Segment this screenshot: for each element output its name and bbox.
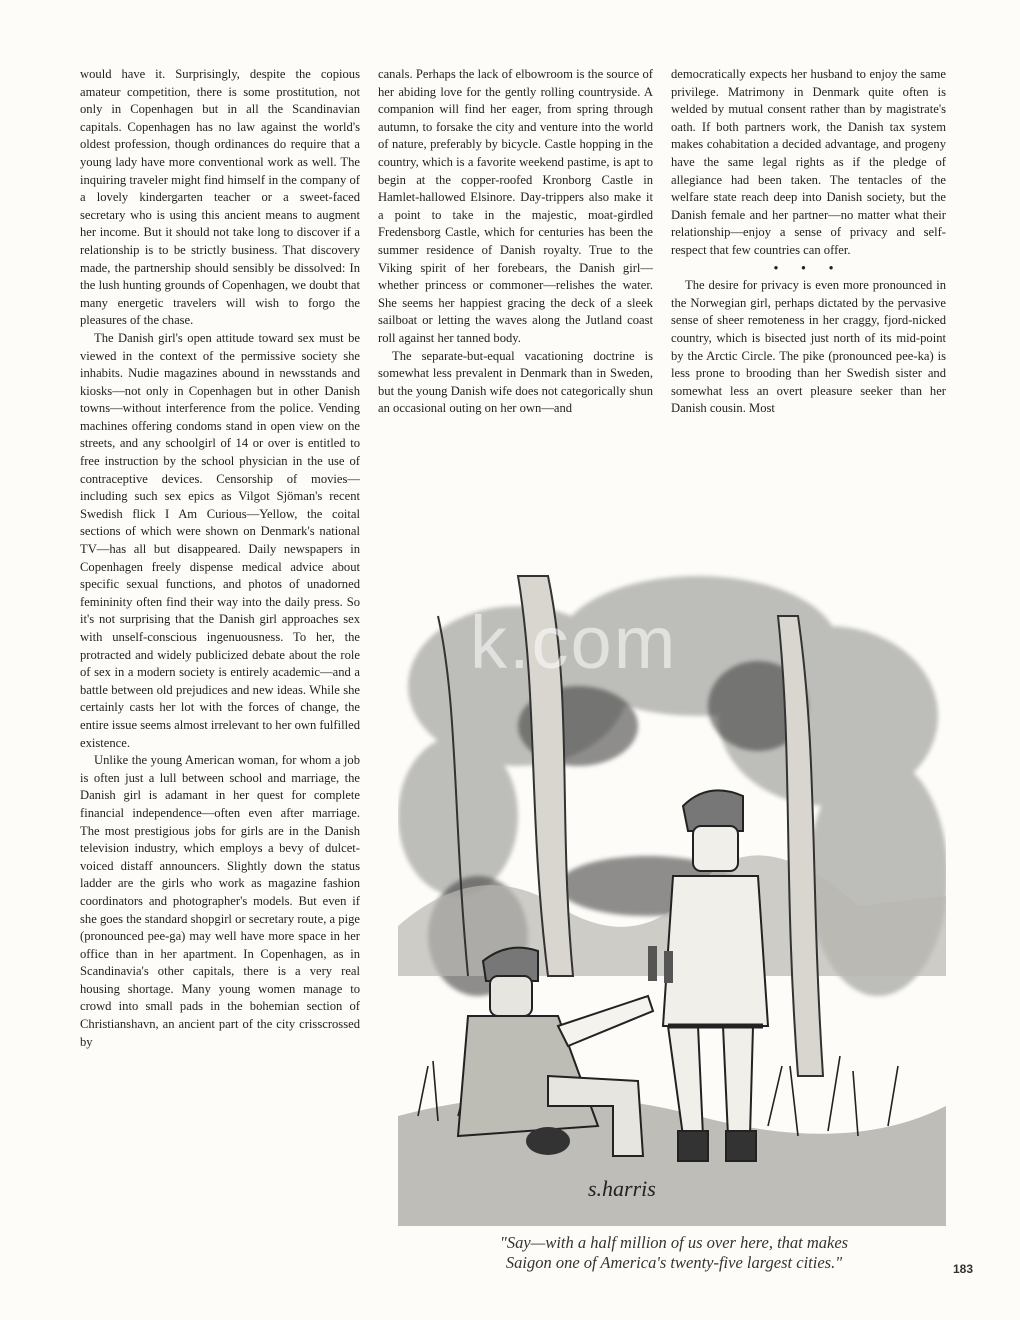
paragraph: would have it. Surprisingly, despite the copious amateur competition, there is some prostitution, not only in Copenhagen but in all the Scandinavian capitals. Copenhagen has no law against the world's oldest profession, though ordinances do require that a young lady have more conventional work as well. The inquiring traveler might find himself in the company of a lovely kindergarten teacher or a sweet-faced secretary who is using this ancient means to augment her income. But it should not take long to discover if a relationship is to be strictly business. That discovery made, the partnership should sensibly be dissolved: In the lush hunting grounds of Copenhagen, we doubt that many energetic travelers will wish to forgo the pleasures of the chase. xyxy=(80,67,360,328)
paragraph: The Danish girl's open attitude toward sex must be viewed in the context of the permissive society she inhabits. Nudie magazines abound in newsstands and kiosks—not only in Copenhagen but in other Danish towns—without interference from the police. Vending machines offering condoms stand in open view on the streets, and any schoolgirl of 14 or over is entitled to free instruction by the school physician in the use of contraceptive devices. Censorship of movies—including such sex epics as Vilgot Sjöman's recent Swedish flick I Am Curious—Yellow, the coital sections of which were shown on Denmark's national TV—has all but disappeared. Daily newspapers in Copenhagen freely dispense medical advice about specific sexual functions, and photos of unadorned femininity often find their way into the daily press. So it's not surprising that the Danish girl approaches sex with unself-conscious ingenuousness. To her, the protracted and widely publicized debate about the role of sex in a modern society is entirely academic—and a battle between old prejudices and new ideas. While she certainly casts her lot with the forces of change, the entire issue seems almost irrelevant to her own fulfilled existence. xyxy=(80,330,360,750)
paragraph: canals. Perhaps the lack of elbowroom is the source of her abiding love for the gently rolling countryside. A companion will find her eager, from spring through autumn, to forsake the city and venture into the world of nature, preferably by bicycle. Castle hopping in the country, which is a favorite weekend pastime, is apt to begin at the copper-roofed Kronborg Castle in Hamlet-hallowed Elsinore. Day-trippers also make it a point to take in the majestic, moat-girdled Fredensborg Castle, which for centuries has been the summer residence of Danish royalty. True to the Viking spirit of her forebears, the Danish girl—whether princess or commoner—relishes the water. She seems her happiest gracing the deck of a sleek sailboat or letting the waves along the Jutland coast roll against her tanned body. xyxy=(378,67,653,345)
section-separator: • • • xyxy=(773,260,844,275)
text-column-1 xyxy=(80,66,360,1051)
cartoon-caption xyxy=(400,1233,948,1273)
caption-line: "Say—with a half million of us over here, that makes xyxy=(499,1233,849,1252)
artist-signature: s.harris xyxy=(588,1176,656,1201)
standing-soldier xyxy=(663,790,768,1161)
caption-line: Saigon one of America's twenty-five largest cities." xyxy=(505,1253,843,1272)
paragraph: The desire for privacy is even more pronounced in the Norwegian girl, perhaps dictated by the pervasive sense of sheer remoteness in her craggy, fjord-nicked country, which is bisected just north of its mid-point by the Arctic Circle. The pike (pronounced pee-ka) is less prone to brooding than her Swedish sister and somewhat less an overt pleasure seeker than her Danish cousin. Most xyxy=(671,278,946,416)
paragraph: The separate-but-equal vacationing doctrine is somewhat less prevalent in Denmark than in Sweden, but the young Danish wife does not categorically shun an occasional outing on her own—and xyxy=(378,348,653,416)
dropped-helmet xyxy=(526,1127,570,1155)
paragraph: Unlike the young American woman, for whom a job is often just a lull between school and marriage, the Danish girl is adamant in her quest for complete financial independence—often even after marriage. The most prestigious jobs for girls are in the Danish television industry, which employs a bevy of dulcet-voiced distaff announcers. Slightly down the status ladder are the girls who work as magazine fashion coordinators and photographer's models. But even if she goes the standard shopgirl or secretary route, a pige (pronounced pee-ga) may well have more space in her office than in her apartment. In Copenhagen, as in Scandinavia's other capitals, there is a very real housing shortage. Many young women manage to crowd into small pads in the bohemian section of Christianshavn, an ancient part of the city crisscrossed by xyxy=(80,753,360,1049)
watermark: k.com xyxy=(470,601,678,684)
text-column-2 xyxy=(378,66,653,418)
page-number: 183 xyxy=(953,1262,974,1276)
text-column-3 xyxy=(671,66,946,418)
seated-soldier xyxy=(458,948,653,1156)
paragraph: democratically expects her husband to enjoy the same privilege. Matrimony in Denmark quite often is welded by mutual consent rather than by magistrate's oath. If both partners work, the Danish tax system makes cohabitation a decided advantage, and progeny have the same legal rights as if the pledge of allegiance had been taken. The tentacles of the welfare state reach deep into Danish society, but the Danish female and her partner—no matter what their relationship—enjoy a sense of privacy and self-respect that few countries can offer. xyxy=(671,67,946,257)
